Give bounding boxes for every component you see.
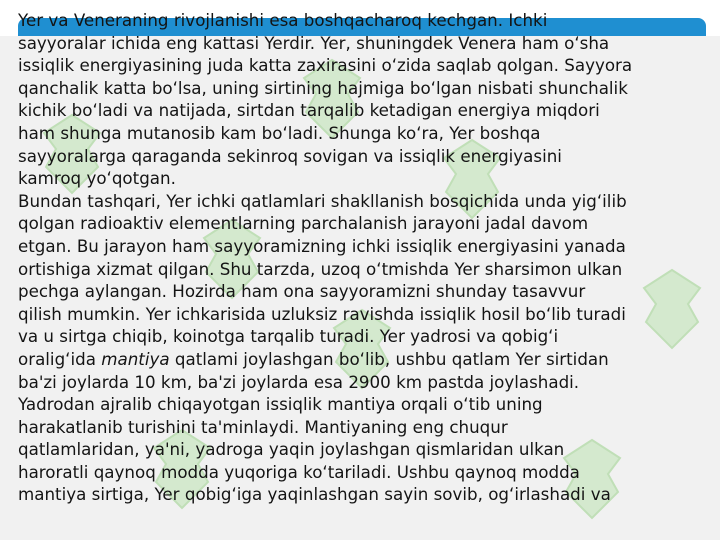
slide-body-text xyxy=(18,9,708,506)
paragraph-2-part-2: qatlami joylashgan boʻlib, ushbu qatlam Yer sirtidan ba'zi joylarda 10 km, ba'zi joylarda esa 2900 km pastda joylashadi. Yadrodan ajralib chiqayotgan issiqlik mantiya orqali oʻtib uning harakatlanib turishini ta'minlaydi. Mantiyaning eng chuqur qatlamlaridan, ya'ni, yadroga yaqin joylashgan qismlaridan ulkan haroratli qaynoq modda yuqoriga koʻtariladi. Ushbu qaynoq modda mantiya sirtiga, Yer qobigʻiga yaqinlashgan sayin sovib, ogʻirlashadi va xyxy=(18,348,611,505)
paragraph-earth-venus: Yer va Veneraning rivojlanishi esa boshqacharoq kechgan. Ichki sayyoralar ichida eng kattasi Yerdir. Yer, shuningdek Venera ham oʻsha issiqlik energiyasining juda katta zaxirasini oʻzida saqlab qolgan. Sayyora qanchalik katta boʻlsa, uning sirtining hajmiga boʻlgan nisbati shunchalik kichik boʻladi va natijada, sirtdan tarqalib ketadigan energiya miqdori ham shunga mutanosib kam boʻladi. Shunga koʻra, Yer boshqa sayyoralarga qaraganda sekinroq sovigan va issiqlik energiyasini kamroq yoʻqotgan. xyxy=(18,10,633,189)
paragraph-radioactive-heat xyxy=(18,191,627,505)
mantiya-term: mantiya xyxy=(101,348,170,369)
paragraph-2-part-1: Bundan tashqari, Yer ichki qatlamlari shakllanish bosqichida unda yigʻilib qolgan radioaktiv elementlarning parchalanish jarayoni jadal davom etgan. Bu jarayon ham sayyoramizning ichki issiqlik energiyasini yanada ortishiga xizmat qilgan. Shu tarzda, uzoq oʻtmishda Yer sharsimon ulkan pechga aylangan. Hozirda ham ona sayyoramizni shunday tasavvur qilish mumkin. Yer ichkarisida uzluksiz ravishda issiqlik hosil boʻlib turadi va u sirtga chiqib, koinotga tarqalib turadi. Yer yadrosi va qobigʻi oraligʻida xyxy=(18,190,627,369)
